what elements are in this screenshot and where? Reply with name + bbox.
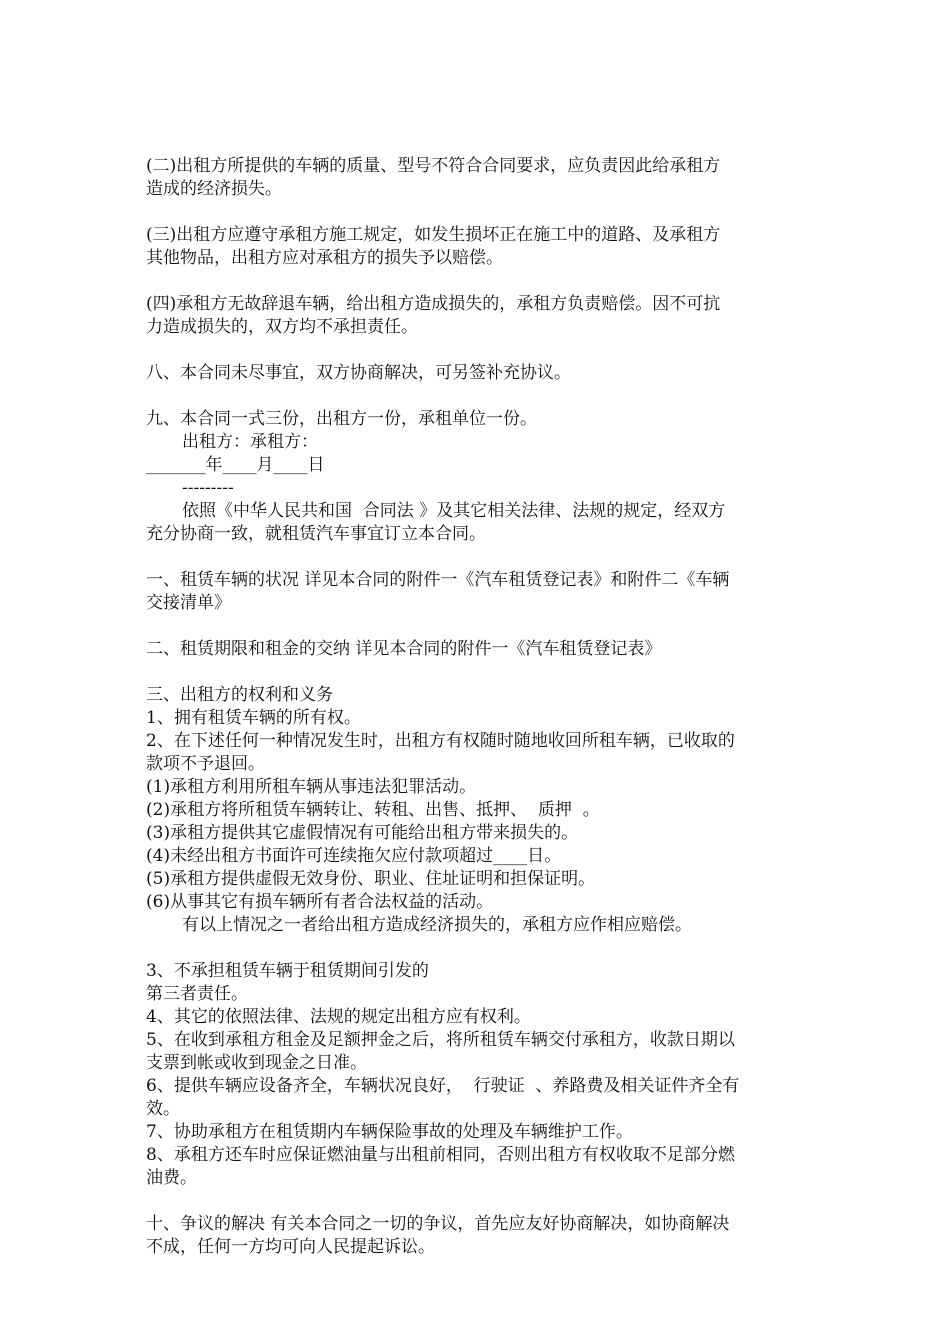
clause-4-line-1: (四)承租方无故辞退车辆，给出租方造成损失的，承租方负责赔偿。因不可抗 [146,294,721,314]
spacer [146,661,811,684]
item-6-line-1: 6、提供车辆应设备齐全，车辆状况良好， 行驶证 、养路费及相关证件齐全有 [146,1076,740,1096]
spacer [146,1190,811,1213]
item-2-line-1: 2、在下述任何一种情况发生时，出租方有权随时随地收回所租车辆，已收取的 [146,731,735,751]
sub-item-1: (1)承租方利用所租车辆从事违法犯罪活动。 [146,777,477,797]
sub-item-6: (6)从事其它有损车辆所有者合法权益的活动。 [146,892,494,912]
compensation-note: 有以上情况之一者给出租方造成经济损失的，承租方应作相应赔偿。 [182,915,692,935]
section-3-heading: 三、出租方的权利和义务 [146,685,333,705]
sub-item-4: (4)未经出租方书面许可连续拖欠应付款项超过____日。 [146,846,562,866]
item-6-line-2: 效。 [146,1099,180,1119]
preamble-line-1: 依照《中华人民共和国 合同法 》及其它相关法律、法规的规定，经双方 [182,501,726,521]
clause-4-line-2: 力造成损失的，双方均不承担责任。 [146,317,418,337]
section-9: 九、本合同一式三份，出租方一份，承租单位一份。 [146,409,537,429]
spacer [146,937,811,960]
clause-2-line-1: (二)出租方所提供的车辆的质量、型号不符合合同要求，应负责因此给承租方 [146,156,721,176]
sub-item-2: (2)承租方将所租赁车辆转让、转租、出售、抵押、 质押 。 [146,800,600,820]
spacer [146,270,811,293]
spacer [146,339,811,362]
spacer [146,201,811,224]
spacer [146,385,811,408]
item-5-line-2: 支票到帐或收到现金之日准。 [146,1053,367,1073]
item-7: 7、协助承租方在租赁期内车辆保险事故的处理及车辆维护工作。 [146,1122,633,1142]
item-2-line-2: 款项不予退回。 [146,754,265,774]
item-3-line-2: 第三者责任。 [146,984,248,1004]
clause-3-line-2: 其他物品，出租方应对承租方的损失予以赔偿。 [146,248,503,268]
item-3-line-1: 3、不承担租赁车辆于租赁期间引发的 [146,961,429,981]
spacer [146,546,811,569]
section-1-line-1: 一、租赁车辆的状况 详见本合同的附件一《汽车租赁登记表》和附件二《车辆 [146,570,730,590]
item-8-line-1: 8、承租方还车时应保证燃油量与出租前相同，否则出租方有权收取不足部分燃 [146,1145,735,1165]
clause-3-line-1: (三)出租方应遵守承租方施工规定，如发生损坏正在施工中的道路、及承租方 [146,225,721,245]
sub-item-5: (5)承租方提供虚假无效身份、职业、住址证明和担保证明。 [146,869,596,889]
preamble-line-2: 充分协商一致，就租赁汽车事宜订立本合同。 [146,524,486,544]
spacer [146,615,811,638]
section-8: 八、本合同未尽事宜，双方协商解决，可另签补充协议。 [146,363,571,383]
clause-2-line-2: 造成的经济损失。 [146,179,282,199]
section-2: 二、租赁期限和租金的交纳 详见本合同的附件一《汽车租赁登记表》 [146,639,662,659]
section-10-line-2: 不成，任何一方均可向人民提起诉讼。 [146,1237,435,1257]
item-4: 4、其它的依照法律、法规的规定出租方应有权利。 [146,1007,531,1027]
item-1: 1、拥有租赁车辆的所有权。 [146,708,361,728]
sub-item-3: (3)承租方提供其它虚假情况有可能给出租方带来损失的。 [146,823,579,843]
signature-date: _______年____月____日 [146,455,325,475]
signature-parties: 出租方：承租方： [182,432,318,452]
section-1-line-2: 交接清单》 [146,593,231,613]
divider-dashes: --------- [182,478,234,498]
contract-document [146,155,811,1259]
item-8-line-2: 油费。 [146,1168,197,1188]
item-5-line-1: 5、在收到承租方租金及足额押金之后，将所租赁车辆交付承租方，收款日期以 [146,1030,735,1050]
section-10-line-1: 十、争议的解决 有关本合同之一切的争议，首先应友好协商解决，如协商解决 [146,1214,730,1234]
